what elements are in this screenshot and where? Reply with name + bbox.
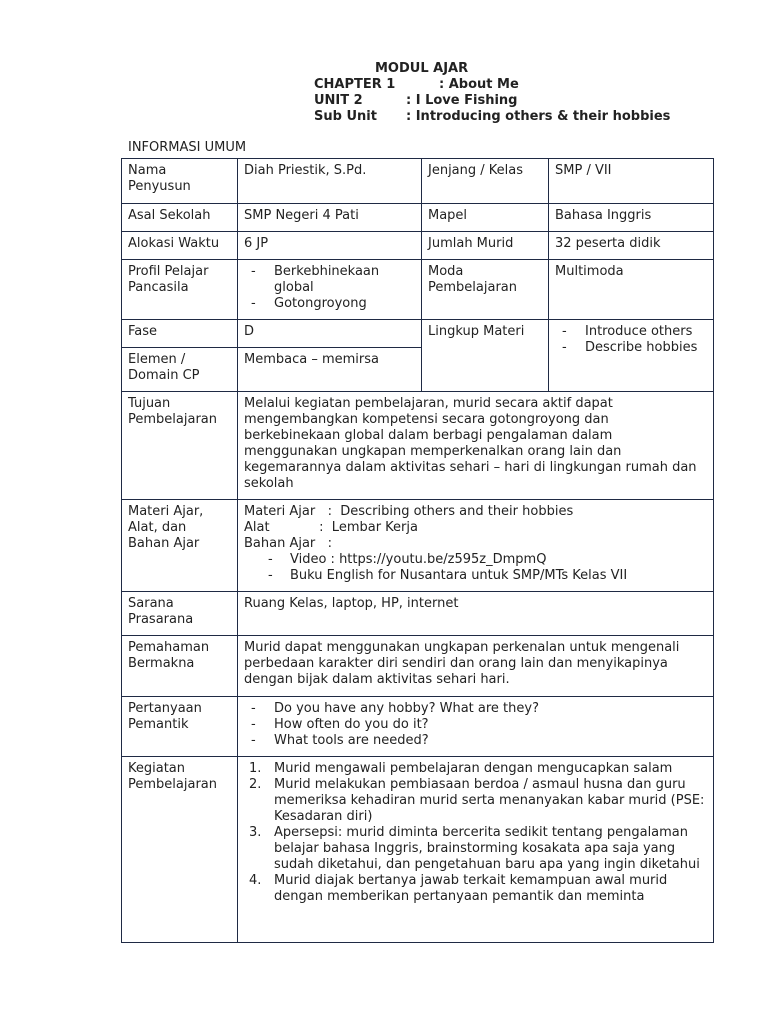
asal-sekolah-label: Asal Sekolah xyxy=(122,204,238,232)
alokasi-label: Alokasi Waktu xyxy=(122,232,238,260)
pemahaman-label: Pemahaman Bermakna xyxy=(122,636,238,697)
chapter-value: : About Me xyxy=(439,77,519,92)
jenjang-value: SMP / VII xyxy=(549,159,714,204)
moda-label: Moda Pembelajaran xyxy=(422,260,549,320)
list-item: Murid melakukan pembiasaan berdoa / asmaul husna dan guru memeriksa kehadiran murid serta menanyakan kabar murid (PSE: Kesadaran diri) xyxy=(274,777,705,824)
asal-sekolah-value: SMP Negeri 4 Pati xyxy=(238,204,422,232)
section-label: INFORMASI UMUM xyxy=(128,140,247,155)
profil-value xyxy=(238,260,422,320)
pemahaman-value: Murid dapat menggunakan ungkapan perkenalan untuk mengenali perbedaan karakter diri sendiri dan orang lain dan menyikapinya dengan bijak dalam aktivitas sehari hari. xyxy=(238,636,714,697)
nama-penyusun-value: Diah Priestik, S.Pd. xyxy=(238,159,422,204)
sarana-value: Ruang Kelas, laptop, HP, internet xyxy=(238,592,714,636)
module-title: MODUL AJAR xyxy=(375,61,469,76)
profil-label: Profil Pelajar Pancasila xyxy=(122,260,238,320)
table-row xyxy=(122,697,714,757)
mapel-value: Bahasa Inggris xyxy=(549,204,714,232)
info-table xyxy=(121,158,714,943)
table-row xyxy=(122,636,714,697)
list-item: - Video : https://youtu.be/z595z_DmpmQ xyxy=(244,552,707,568)
unit-value: : I Love Fishing xyxy=(406,93,518,108)
pertanyaan-label: Pertanyaan Pemantik xyxy=(122,697,238,757)
jenjang-label: Jenjang / Kelas xyxy=(422,159,549,204)
table-row xyxy=(122,500,714,592)
table-row xyxy=(122,260,714,320)
table-row xyxy=(122,204,714,232)
jumlah-label: Jumlah Murid xyxy=(422,232,549,260)
elemen-value: Membaca – memirsa xyxy=(238,348,422,392)
bahan-ajar-line: Bahan Ajar : xyxy=(244,536,333,551)
lingkup-value xyxy=(549,320,714,392)
fase-value: D xyxy=(238,320,422,348)
materi-ajar-line: Materi Ajar : Describing others and their hobbies xyxy=(244,504,574,519)
lingkup-label: Lingkup Materi xyxy=(422,320,549,392)
tujuan-value: Melalui kegiatan pembelajaran, murid secara aktif dapat mengembangkan kompetensi secara gotongroyong dan berkebinekaan global dalam berbagi pengalaman dalam menggunakan ungkapan memperkenalkan orang lain dan kegemarannya dalam aktivitas sehari – hari di lingkungan rumah dan sekolah xyxy=(238,392,714,500)
list-item: - Do you have any hobby? What are they? xyxy=(244,701,707,717)
fase-label: Fase xyxy=(122,320,238,348)
materi-label: Materi Ajar, Alat, dan Bahan Ajar xyxy=(122,500,238,592)
alat-line: Alat : Lembar Kerja xyxy=(244,520,418,535)
materi-value xyxy=(238,500,714,592)
kegiatan-label: Kegiatan Pembelajaran xyxy=(122,757,238,943)
list-item: - Berkebhinekaan global xyxy=(244,264,415,296)
elemen-label: Elemen / Domain CP xyxy=(122,348,238,392)
list-item: - What tools are needed? xyxy=(244,733,707,749)
sarana-label: Sarana Prasarana xyxy=(122,592,238,636)
unit-label: UNIT 2 xyxy=(314,93,363,108)
subunit-value: : Introducing others & their hobbies xyxy=(406,109,671,124)
list-item: - Gotongroyong xyxy=(244,296,415,312)
list-item: - Introduce others xyxy=(555,324,707,340)
table-row xyxy=(122,320,714,348)
table-row xyxy=(122,232,714,260)
table-row xyxy=(122,592,714,636)
jumlah-value: 32 peserta didik xyxy=(549,232,714,260)
moda-value: Multimoda xyxy=(549,260,714,320)
table-row xyxy=(122,159,714,204)
list-item: Apersepsi: murid diminta bercerita sedikit tentang pengalaman belajar bahasa Inggris, brainstorming kosakata apa saja yang sudah diketahui, dan pengetahuan baru apa yang ingin diketahui xyxy=(274,825,700,872)
list-item: Murid mengawali pembelajaran dengan mengucapkan salam xyxy=(274,761,673,776)
chapter-label: CHAPTER 1 xyxy=(314,77,396,92)
list-item: - Describe hobbies xyxy=(555,340,707,356)
list-item: - How often do you do it? xyxy=(244,717,707,733)
pertanyaan-value xyxy=(238,697,714,757)
tujuan-label: Tujuan Pembelajaran xyxy=(122,392,238,500)
nama-penyusun-label: Nama Penyusun xyxy=(122,159,238,204)
table-row xyxy=(122,392,714,500)
mapel-label: Mapel xyxy=(422,204,549,232)
kegiatan-value xyxy=(238,757,714,943)
alokasi-value: 6 JP xyxy=(238,232,422,260)
table-row xyxy=(122,757,714,943)
list-item: - Buku English for Nusantara untuk SMP/MTs Kelas VII xyxy=(244,568,707,584)
subunit-label: Sub Unit xyxy=(314,109,377,124)
list-item: Murid diajak bertanya jawab terkait kemampuan awal murid dengan memberikan pertanyaan pemantik dan meminta xyxy=(274,873,668,904)
